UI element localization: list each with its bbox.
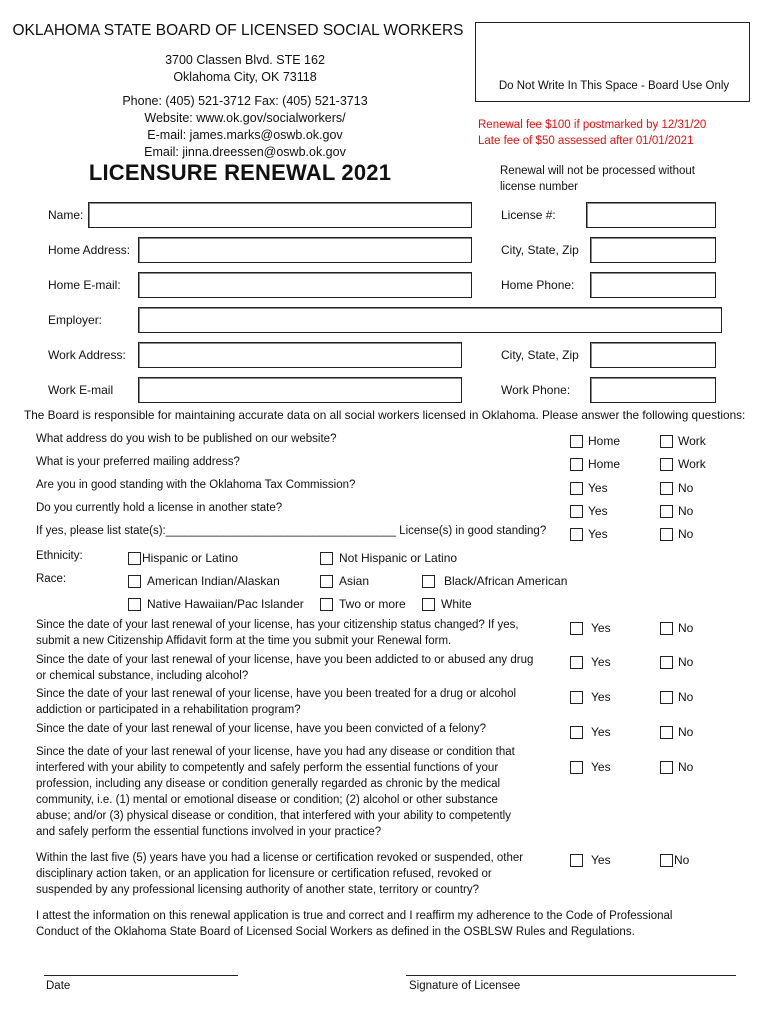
attestation-line-1: I attest the information on this renewal application is true and correct and I reaffirm my adherence to the Code of Professional [36,910,673,922]
question-disciplinary-3: suspended by any professional licensing authority of another state, territory or country? [36,884,479,896]
citizenship-no-checkbox[interactable] [660,622,673,635]
condition-no-checkbox[interactable] [660,761,673,774]
signature-label: Signature of Licensee [409,980,521,992]
published-home-checkbox[interactable] [570,435,583,448]
question-substance-2: or chemical substance, including alcohol? [36,670,249,682]
option-label: Home [588,434,621,448]
question-mailing-address: What is your preferred mailing address? [36,456,240,468]
question-condition-1: Since the date of your last renewal of your license, have you had any disease or condition that [36,746,515,758]
home-address-field[interactable] [138,237,472,263]
signature-line[interactable] [406,975,736,976]
tax-no-checkbox[interactable] [660,482,673,495]
address-line-2: Oklahoma City, OK 73118 [173,70,317,84]
condition-yes-checkbox[interactable] [570,761,583,774]
citizenship-yes-checkbox[interactable] [570,622,583,635]
american-indian-checkbox[interactable] [128,575,141,588]
work-phone-label: Work Phone: [501,383,571,397]
option-label: Yes [591,853,611,867]
home-email-label: Home E-mail: [48,278,121,292]
work-email-field[interactable] [138,377,462,403]
question-condition-3: profession, including any disease or condition generally regarded as chronic by the medical [36,778,501,790]
option-label: Yes [588,527,608,541]
option-label: No [678,760,694,774]
board-use-note: Do Not Write In This Space - Board Use Only [498,80,730,92]
tax-yes-checkbox[interactable] [570,482,583,495]
substance-no-checkbox[interactable] [660,656,673,669]
email-2: Email: jinna.dreessen@oswb.ok.gov [144,145,346,159]
address-line-1: 3700 Classen Blvd. STE 162 [165,53,325,67]
option-label: Yes [591,621,611,635]
license-label: License #: [501,208,556,222]
treatment-yes-checkbox[interactable] [570,691,583,704]
option-label: Asian [339,574,370,588]
date-line[interactable] [44,975,238,976]
asian-checkbox[interactable] [320,575,333,588]
published-work-checkbox[interactable] [660,435,673,448]
option-label: No [678,725,694,739]
option-label: Yes [591,725,611,739]
question-condition-2: interfered with your ability to competently and safely perform the essential functions of your [36,762,499,774]
option-label: Home [588,457,621,471]
option-label: Yes [591,760,611,774]
option-label: No [678,481,694,495]
race-label: Race: [36,573,67,585]
website: Website: www.ok.gov/socialworkers/ [144,111,346,125]
good-standing-yes-checkbox[interactable] [570,528,583,541]
substance-yes-checkbox[interactable] [570,656,583,669]
option-label: Hispanic or Latino [142,551,239,565]
email-1: E-mail: james.marks@oswb.ok.gov [147,128,343,142]
white-checkbox[interactable] [422,598,435,611]
question-citizenship-2: submit a new Citizenship Affidavit form at the time you submit your Renewal form. [36,635,452,647]
home-phone-label: Home Phone: [501,278,575,292]
question-other-state-license: Do you currently hold a license in another state? [36,502,283,514]
work-phone-field[interactable] [590,377,716,403]
option-label: Native Hawaiian/Pac Islander [147,597,304,611]
city-state-zip-label: City, State, Zip [501,243,579,257]
name-label: Name: [48,208,84,222]
mailing-home-checkbox[interactable] [570,458,583,471]
option-label: No [678,655,694,669]
question-substance-1: Since the date of your last renewal of your license, have you been addicted to or abused any drug [36,654,534,666]
pacific-islander-checkbox[interactable] [128,598,141,611]
employer-label: Employer: [48,313,103,327]
question-condition-6: and safely perform the essential functions involved in your practice? [36,826,382,838]
other-license-no-checkbox[interactable] [660,505,673,518]
question-felony: Since the date of your last renewal of your license, have you been convicted of a felony? [36,723,487,735]
black-checkbox[interactable] [422,575,435,588]
license-number-field[interactable] [586,202,716,228]
felony-yes-checkbox[interactable] [570,726,583,739]
page-title: LICENSURE RENEWAL 2021 [88,160,392,185]
option-label: Yes [591,690,611,704]
employer-field[interactable] [138,307,722,333]
question-tax-standing: Are you in good standing with the Oklahoma Tax Commission? [36,479,356,491]
mailing-work-checkbox[interactable] [660,458,673,471]
felony-no-checkbox[interactable] [660,726,673,739]
late-fee-note: Late fee of $50 assessed after 01/01/2021 [478,135,694,147]
option-label: Yes [588,481,608,495]
option-label: Two or more [339,597,406,611]
two-or-more-checkbox[interactable] [320,598,333,611]
option-label: Yes [588,504,608,518]
work-address-field[interactable] [138,342,462,368]
option-label: White [441,597,472,611]
renewal-fee-note: Renewal fee $100 if postmarked by 12/31/20 [478,119,707,131]
home-address-label: Home Address: [48,243,131,257]
hispanic-checkbox[interactable] [128,552,141,565]
question-treatment-2: addiction or participated in a rehabilitation program? [36,704,301,716]
question-treatment-1: Since the date of your last renewal of your license, have you been treated for a drug or alcohol [36,688,517,700]
org-name: OKLAHOMA STATE BOARD OF LICENSED SOCIAL WORKERS [12,22,464,39]
work-city-state-zip-label: City, State, Zip [501,348,579,362]
option-label: No [678,621,694,635]
option-label: No [678,504,694,518]
home-email-field[interactable] [138,272,472,298]
license-warning-1: Renewal will not be processed without [500,165,695,177]
question-disciplinary-1: Within the last five (5) years have you had a license or certification revoked or suspended, other [36,852,524,864]
name-field[interactable] [88,202,472,228]
question-disciplinary-2: disciplinary action taken, or an application for licensure or certification refused, revoked or [36,868,492,880]
question-published-address: What address do you wish to be published on our website? [36,433,337,445]
attestation-line-2: Conduct of the Oklahoma State Board of Licensed Social Workers as defined in the OSBLSW Rules and Regulations. [36,926,635,938]
option-label: No [674,853,690,867]
option-label: Work [678,434,706,448]
question-condition-4: community, i.e. (1) mental or emotional disease or condition; (2) alcohol or other substance [36,794,498,806]
ethnicity-label: Ethnicity: [36,550,83,562]
option-label: Not Hispanic or Latino [339,551,458,565]
phone-fax: Phone: (405) 521-3712 Fax: (405) 521-3713 [122,94,368,108]
option-label: No [678,690,694,704]
home-city-state-zip-field[interactable] [590,237,716,263]
disciplinary-yes-checkbox[interactable] [570,854,583,867]
work-address-label: Work Address: [48,348,126,362]
other-license-yes-checkbox[interactable] [570,505,583,518]
question-condition-5: abuse; and/or (3) physical disease or condition, that interfered with your ability to competently [36,810,511,822]
option-label: No [678,527,694,541]
question-list-states: If yes, please list state(s):____________________________________ License(s) in good standing? [36,525,547,537]
option-label: American Indian/Alaskan [147,574,280,588]
intro-text: The Board is responsible for maintaining accurate data on all social workers licensed in Oklahoma. Please answer the following questions: [24,408,746,422]
home-phone-field[interactable] [590,272,716,298]
date-label: Date [46,980,71,992]
option-label: Work [678,457,706,471]
work-email-label: Work E-mail [48,383,114,397]
disciplinary-no-checkbox[interactable] [660,854,673,867]
option-label: Black/African American [444,574,568,588]
license-warning-2: license number [500,181,578,193]
treatment-no-checkbox[interactable] [660,691,673,704]
question-citizenship-1: Since the date of your last renewal of your license, has your citizenship status changed? If yes, [36,619,519,631]
work-city-state-zip-field[interactable] [590,342,716,368]
not-hispanic-checkbox[interactable] [320,552,333,565]
good-standing-no-checkbox[interactable] [660,528,673,541]
option-label: Yes [591,655,611,669]
